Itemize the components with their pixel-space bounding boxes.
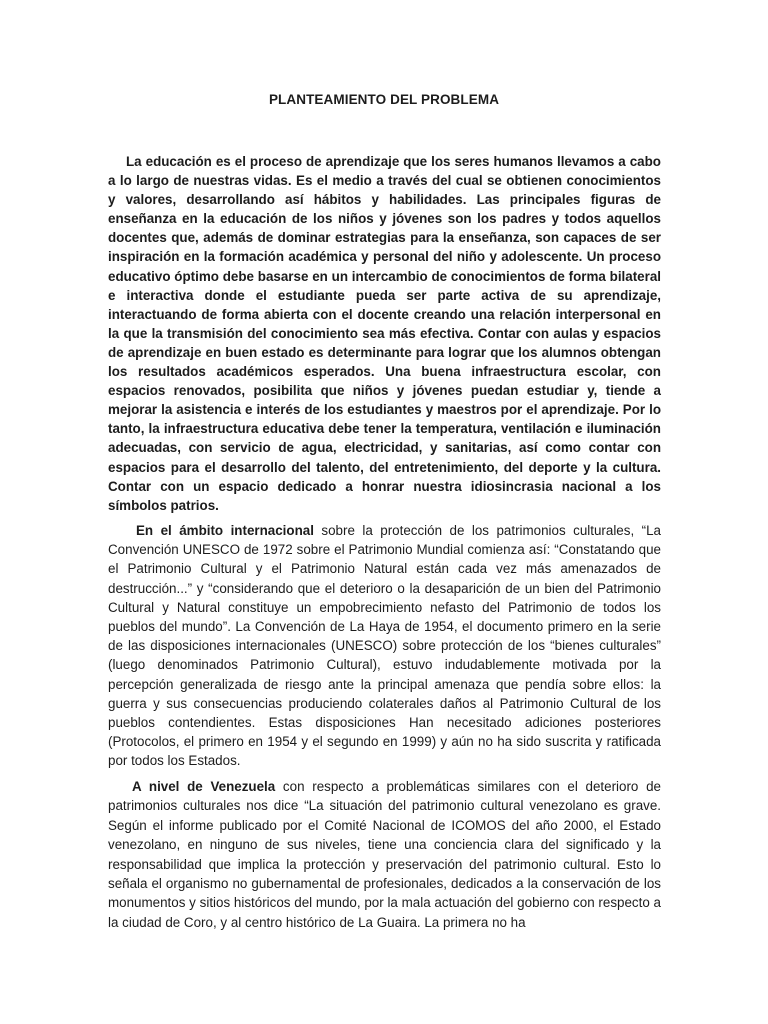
paragraph-international-lead: En el ámbito internacional <box>136 523 314 538</box>
paragraph-venezuela-body: con respecto a problemáticas similares con el deterioro de patrimonios culturales nos dice “La situación del patrimonio cultural venezolano es grave. Según el informe publicado por el Comité Nacional de ICOMOS del año 2000, el Estado venezolano, en ninguno de sus niveles, tiene una conciencia clara del significado y la responsabilidad que implica la protección y preservación del patrimonio cultural. Esto lo señala el organismo no gubernamental de profesionales, dedicados a la conservación de los monumentos y sitios históricos del mundo, por la mala actuación del gobierno con respecto a la ciudad de Coro, y al centro histórico de La Guaira. La primera no ha <box>108 779 661 930</box>
paragraph-international-body: sobre la protección de los patrimonios culturales, “La Convención UNESCO de 1972 sobre el Patrimonio Mundial comienza así: “Constatando que el Patrimonio Cultural y el Patrimonio Natural están cada vez más amenazados de destrucción...” y “considerando que el deterioro o la desaparición de un bien del Patrimonio Cultural y Natural constituye un empobrecimiento nefasto del Patrimonio de todos los pueblos del mundo”. La Convención de La Haya de 1954, el documento primero en la serie de las disposiciones internacionales (UNESCO) sobre protección de los “bienes culturales” (luego denominados Patrimonio Cultural), estuvo indudablemente motivada por la percepción generalizada de riesgo ante la principal amenaza que pendía sobre ellos: la guerra y sus consecuencias produciendo colaterales daños al Patrimonio Cultural de los pueblos contendientes. Estas disposiciones Han necesitado adiciones posteriores (Protocolos, el primero en 1954 y el segundo en 1999) y aún no ha sido suscrita y ratificada por todos los Estados. <box>108 523 661 769</box>
paragraph-international <box>108 521 661 771</box>
paragraph-venezuela <box>108 777 661 932</box>
paragraph-education: La educación es el proceso de aprendizaje que los seres humanos llevamos a cabo a lo largo de nuestras vidas. Es el medio a través del cual se obtienen conocimientos y valores, desarrollando así hábitos y habilidades. Las principales figuras de enseñanza en la educación de los niños y jóvenes son los padres y todos aquellos docentes que, además de dominar estrategias para la enseñanza, son capaces de ser inspiración en la formación académica y personal del niño y adolescente. Un proceso educativo óptimo debe basarse en un intercambio de conocimientos de forma bilateral e interactiva donde el estudiante pueda ser parte activa de su aprendizaje, interactuando de forma abierta con el docente creando una relación interpersonal en la que la transmisión del conocimiento sea más efectiva. Contar con aulas y espacios de aprendizaje en buen estado es determinante para lograr que los alumnos obtengan los resultados académicos esperados. Una buena infraestructura escolar, con espacios renovados, posibilita que niños y jóvenes puedan estudiar y, tiende a mejorar la asistencia e interés de los estudiantes y maestros por el aprendizaje. Por lo tanto, la infraestructura educativa debe tener la temperatura, ventilación e iluminación adecuadas, con servicio de agua, electricidad, y sanitarias, así como contar con espacios para el desarrollo del talento, del entretenimiento, del deporte y la cultura. Contar con un espacio dedicado a honrar nuestra idiosincrasia nacional a los símbolos patrios. <box>108 154 661 513</box>
paragraph-venezuela-lead: A nivel de Venezuela <box>132 779 276 794</box>
page-title: PLANTEAMIENTO DEL PROBLEMA <box>268 92 500 107</box>
